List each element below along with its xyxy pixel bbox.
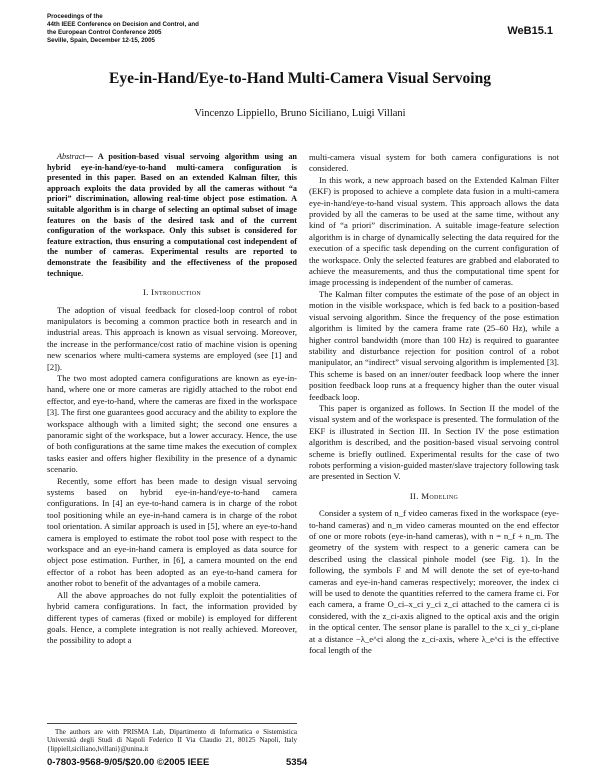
proceedings-line: Seville, Spain, December 12-15, 2005 xyxy=(47,37,156,44)
abstract xyxy=(47,152,297,279)
section-heading-modeling: II. Modeling xyxy=(409,490,459,501)
paper-authors: Vincenzo Lippiello, Bruno Siciliano, Luigi Villani xyxy=(194,108,406,119)
paragraph: All the above approaches do not fully exploit the potentialities of hybrid camera configurations. In fact, the information provided by different types of cameras (fixed or mobile) is employed for different goals. Hence, a complete integration is not really achieved. Moreover, the possibility to adopt a xyxy=(47,589,297,646)
paragraph: The Kalman filter computes the estimate of the pose of an object in motion in the visible workspace, which is fed back to a position-based visual servoing algorithm. Since the frequency of the pose estimation algorithm is limited by the camera frame rate (25–60 Hz), while a higher control bandwidth (more than 100 Hz) is required to guarantee stability and disturbance rejection for position control of a robot manipulator, an “indirect” visual servoing algorithm is implemented [3]. This scheme is based on an inner/outer feedback loop where the inner position feedback loop runs at a frequency higher than the outer visual feedback loop. xyxy=(309,288,559,402)
isbn-copyright: 0-7803-9568-9/05/$20.00 ©2005 IEEE xyxy=(47,757,210,768)
paragraph: The adoption of visual feedback for closed-loop control of robot manipulators is becoming a common practice both in research and in industrial areas. This approach is known as visual servoing. Moreover, the increase in the performance/cost ratio of machine vision is opening new scenarios where multi-camera systems are employed (see [1] and [2]). xyxy=(47,304,297,372)
paragraph: Consider a system of n_f video cameras fixed in the workspace (eye-to-hand cameras) and n_m video cameras mounted on the end effector of one or more robots (eye-in-hand cameras), with n = n_f + n_m. The geometry of the system with respect to a generic camera can be described using the classical pinhole model (see Fig. 1). In the following, the symbols F and M will denote the set of eye-to-hand cameras and eye-in-hand cameras respectively; moreover, the index ci will be used to denote the quantities referred to the camera frame ci. For each camera, a frame O_ci–x_ci y_ci z_ci attached to the camera ci is considered, with the z_ci-axis aligned to the optical axis and the origin in the optical center. The sensor plane is parallel to the x_ci y_ci-plane at a distance −λ_e^ci along the z_ci-axis, where λ_e^ci is the effective focal length of the xyxy=(309,508,559,656)
left-column xyxy=(47,152,297,647)
paragraph: This paper is organized as follows. In Section II the model of the visual system and of the workspace is presented. The formulation of the EKF is illustrated in Section III. In Section IV the pose estimation algorithm is described, and the position-based visual servoing control scheme is briefly outlined. Experimental results for the case of two robots performing a vision-guided master/slave trajectory following task are presented in Section V. xyxy=(309,402,559,482)
paragraph: The two most adopted camera configurations are known as eye-in-hand, where one or more cameras are rigidly attached to the robot end effector, and eye-to-hand, where the cameras are fixed in the workspace [3]. The first one guarantees good accuracy and the ability to explore the workspace although with a limited sight; the second one ensures a panoramic sight of the workspace, but a lower accuracy. Hence, the use of both configurations at the same time makes the execution of complex tasks easier and offers higher flexibility in the presence of a dynamic scenario. xyxy=(47,372,297,475)
footnote: The authors are with PRISMA Lab, Dipartimento di Informatica e Sistemistica Università degli Studi di Napoli Federico II Via Claudio 21, 80125 Napoli, Italy {lippiell,siciliano,lvillani}@unina.it xyxy=(47,723,297,753)
right-column xyxy=(309,152,559,656)
section-heading-introduction: I. Introduction xyxy=(142,287,202,298)
abstract-text: — A position-based visual servoing algorithm using an hybrid eye-in-hand/eye-to-hand multi-camera configuration is presented in this paper. Based on an extended Kalman filter, this approach exploits the data provided by all the cameras without “a priori” discrimination, allowing real-time object pose estimation. A suitable algorithm is in charge of selecting an optimal subset of image features on the basis of the desired task and of the current configuration of the workspace. Only this subset is considered for feature extraction, thus ensuring a computational cost independent of the number of cameras. Experimental results are reported to demonstrate the feasibility and the effectiveness of the proposed technique. xyxy=(47,152,297,278)
abstract-label: Abstract xyxy=(57,152,85,161)
paragraph: Recently, some effort has been made to design visual servoing systems based on hybrid eye-in-hand/eye-to-hand camera configurations. In [4] an eye-to-hand camera is in charge of the robot tool positioning while an eye-in-hand camera is in charge of the robot tool orientation. A similar approach is used in [5], where an eye-to-hand camera is employed to estimate the robot tool pose with respect to the workspace and an eye-in-hand camera is employed as data source for object pose estimation. Further, in [6], a camera mounted on the end effector of a robot has been adopted as an eye-to-hand camera for another robot to benefit of the advantages of a mobile camera. xyxy=(47,475,297,589)
proceedings-line: the European Control Conference 2005 xyxy=(47,29,162,36)
proceedings-line: Proceedings of the xyxy=(47,13,103,20)
paragraph: multi-camera visual system for both camera configurations is not considered. xyxy=(309,152,559,174)
proceedings-header xyxy=(47,13,199,45)
paragraph: In this work, a new approach based on the Extended Kalman Filter (EKF) is proposed to achieve a complete data fusion in a multi-camera eye-in-hand/eye-to-hand visual system. This approach allows the data provided by all the cameras to be used at the same time, without any kind of “a priori” discrimination. A suitable image-feature selection algorithm is in charge of dynamically selecting the data required for the execution of a specific task depending on the current configuration of the workspace. Only the selected features are grabbed and elaborated to achieve the measurements, and thus the computational time spent for image processing is independent of the number of cameras. xyxy=(309,174,559,288)
paper-title: Eye-in-Hand/Eye-to-Hand Multi-Camera Visual Servoing xyxy=(109,70,491,87)
page-number: 5354 xyxy=(286,757,308,768)
session-code: WeB15.1 xyxy=(507,25,553,37)
proceedings-line: 44th IEEE Conference on Decision and Control, and xyxy=(47,21,199,28)
